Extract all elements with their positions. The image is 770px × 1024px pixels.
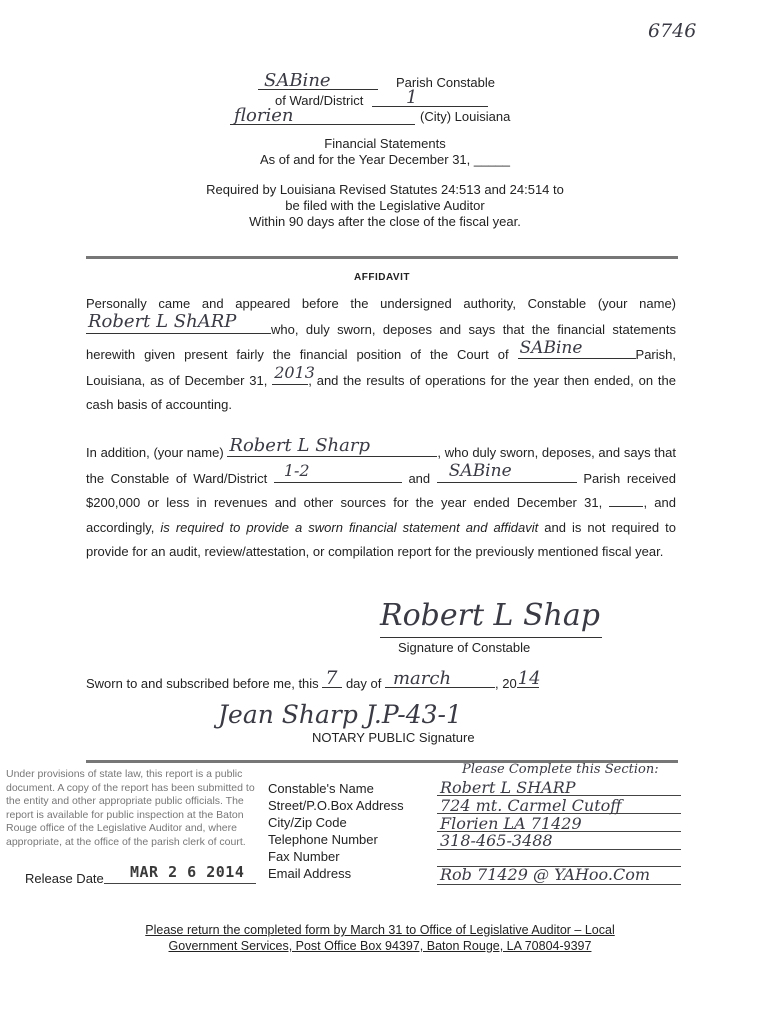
affidavit-paragraph-1: [86, 292, 676, 418]
p2-ward-handwritten: 1-2: [283, 461, 310, 480]
sworn-year-field: [517, 668, 541, 689]
note-line: report is available for public inspection at the Baton: [6, 808, 244, 821]
parish-handwritten: SABine: [264, 70, 331, 91]
note-line: appropriate, at the office of the parish clerk of court.: [6, 835, 246, 848]
constable-signature-line: [380, 637, 602, 638]
fs-title: Financial Statements: [324, 136, 446, 151]
sworn-day-field: [322, 667, 342, 689]
street-handwritten: 724 mt. Carmel Cutoff: [440, 796, 622, 815]
label-fax: Fax Number: [268, 849, 340, 864]
p2-year-blank: [609, 492, 643, 507]
note-line: Under provisions of state law, this report is a public: [6, 768, 243, 780]
statute-line-1: Required by Louisiana Revised Statutes 24:513 and 24:514 to: [206, 182, 564, 197]
public-document-note: [6, 768, 274, 850]
constable-name-handwritten: Robert L SHARP: [440, 778, 576, 797]
label-email: Email Address: [268, 866, 352, 881]
p2-text-5: , and accordingly,: [86, 495, 676, 535]
please-complete-note: Please Complete this Section:: [462, 762, 659, 777]
p1-name-handwritten: Robert L ShARP: [88, 311, 237, 332]
release-date-line: [104, 883, 256, 884]
affidavit-paragraph-2: [86, 434, 676, 565]
p2-text-4: Parish received $200,000 or less in revenues and other sources for the year ended December 31,: [86, 470, 676, 510]
p2-name-field: [227, 434, 437, 457]
p1-text-4: , and the results of operations for the year then ended, on the cash basis of accounting.: [86, 372, 676, 412]
p2-italic-text: is required to provide a sworn financial statement and affidavit: [160, 519, 539, 535]
p2-name-handwritten: Robert L Sharp: [229, 434, 370, 456]
p1-text-1: Personally came and appeared before the undersigned authority, Constable (your name): [86, 296, 676, 311]
page-number-handwritten: 6746: [648, 20, 697, 42]
release-date-stamp: MAR 2 6 2014: [130, 863, 245, 881]
p2-parish-handwritten: SABine: [448, 461, 512, 481]
p2-parish-field: [437, 461, 577, 483]
sworn-statement: [86, 667, 541, 691]
parish-constable-label: Parish Constable: [396, 75, 495, 90]
note-line: Rouge office of the Legislative Auditor and, where: [6, 822, 237, 835]
city-handwritten: florien: [234, 105, 294, 126]
fs-subtitle: As of and for the Year December 31, _____: [259, 152, 511, 167]
note-line: the entity and other appropriate public officials. The: [6, 795, 244, 808]
p1-parish-field: [518, 337, 636, 359]
constable-signature: Robert L Shap: [380, 598, 600, 633]
label-telephone: Telephone Number: [268, 832, 378, 847]
p1-parish-handwritten: SABine: [519, 337, 583, 358]
statute-line-3: Within 90 days after the close of the fiscal year.: [249, 214, 521, 229]
sworn-day-handwritten: 7: [325, 667, 338, 689]
ward-field: [372, 87, 488, 108]
notary-signature-label: NOTARY PUBLIC Signature: [312, 730, 475, 745]
p2-ward-field: [274, 461, 402, 483]
p1-text-2: who, duly sworn, deposes and says that the financial statements herewith given present fairly the financial position of the Court of: [86, 321, 676, 362]
p1-year-handwritten: 2013: [274, 363, 315, 382]
city-field: [230, 106, 415, 125]
city-zip-handwritten: Florien LA 71429: [440, 814, 582, 833]
footer-line-2: Government Services, Post Office Box 94397, Baton Rouge, LA 70804-9397: [168, 939, 592, 953]
p1-text-3: Parish, Louisiana, as of December 31,: [86, 347, 676, 388]
header-divider: [86, 256, 678, 259]
label-city-zip: City/Zip Code: [268, 815, 347, 830]
city-label: (City) Louisiana: [420, 109, 511, 124]
p2-text-2: , who duly sworn, deposes, and says that the Constable of Ward/District: [86, 445, 676, 486]
email-line: [437, 884, 681, 885]
sworn-month-handwritten: march: [392, 668, 452, 689]
label-street-address: Street/P.O.Box Address: [268, 798, 404, 813]
p2-text-6: and is not required to provide for an audit, review/attestation, or compilation report for the previously mentioned fiscal year.: [86, 519, 676, 559]
sworn-month-field: [385, 668, 495, 689]
ward-label: of Ward/District: [275, 93, 364, 108]
release-date-label: Release Date: [25, 871, 104, 886]
p2-text-1: In addition, (your name): [86, 445, 224, 460]
parish-field: [258, 72, 378, 90]
sworn-text-3: , 20: [494, 676, 517, 691]
footer-line-1: Please return the completed form by March 31 to Office of Legislative Auditor – Local: [145, 923, 615, 937]
constable-signature-label: Signature of Constable: [398, 640, 531, 655]
ward-handwritten: 1: [406, 87, 418, 108]
p2-text-3: and: [408, 470, 431, 486]
p1-year-field: [272, 363, 315, 385]
label-constable-name: Constable's Name: [268, 781, 374, 796]
notary-signature: Jean Sharp J.P-43-1: [218, 700, 462, 729]
note-line: document. A copy of the report has been submitted to: [6, 781, 255, 794]
contact-labels: [268, 780, 404, 882]
sworn-text-2: day of: [345, 676, 382, 691]
statute-line-2: be filed with the Legislative Auditor: [285, 198, 485, 213]
return-instructions: [60, 922, 700, 954]
email-handwritten: Rob 71429 @ YAHoo.Com: [440, 865, 651, 884]
affidavit-heading: AFFIDAVIT: [354, 272, 410, 283]
p1-name-field: [86, 311, 271, 334]
sworn-text-1: Sworn to and subscribed before me, this: [86, 676, 319, 691]
telephone-handwritten: 318-465-3488: [440, 831, 553, 850]
sworn-year-handwritten: 14: [517, 668, 541, 689]
